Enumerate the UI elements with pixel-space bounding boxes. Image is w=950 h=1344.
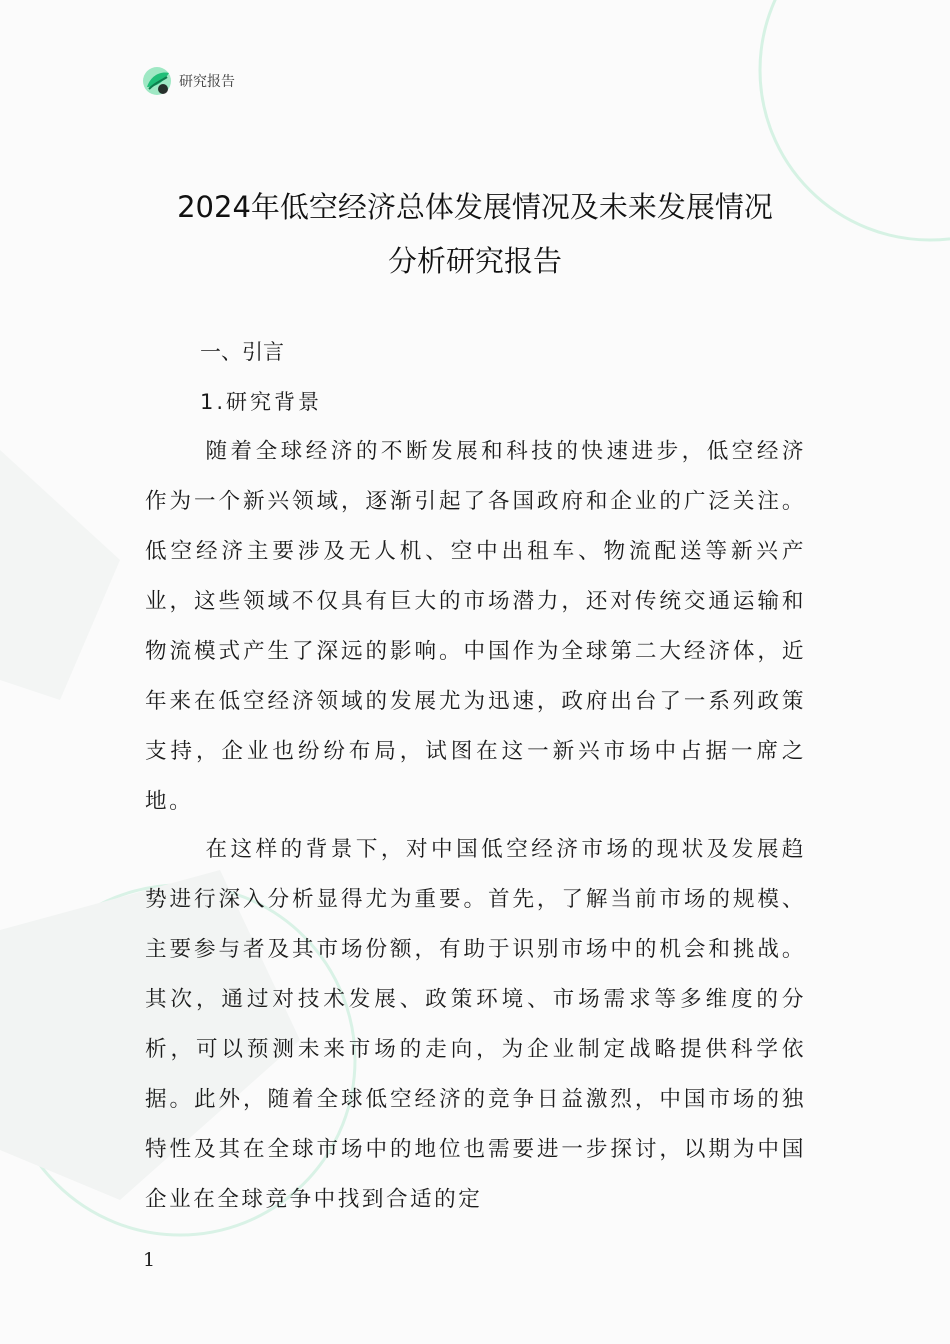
paragraph-1: 随着全球经济的不断发展和科技的快速进步，低空经济作为一个新兴领域，逐渐引起了各国政府和企业的广泛关注。低空经济主要涉及无人机、空中出租车、物流配送等新兴产业，这些领域不仅具有巨大的市场潜力，还对传统交通运输和物流模式产生了深远的影响。中国作为全球第二大经济体，近年来在低空经济领域的发展尤为迅速，政府出台了一系列政策支持，企业也纷纷布局，试图在这一新兴市场中占据一席之地。 <box>145 439 806 814</box>
document-title <box>140 180 810 288</box>
section-heading: 一、引言 <box>200 340 284 364</box>
subsection-heading: 1.研究背景 <box>200 390 323 414</box>
title-line-2: 分析研究报告 <box>387 244 562 278</box>
brand-text: 研究报告 <box>179 74 235 90</box>
header-brand <box>141 64 235 98</box>
title-line-1: 2024年低空经济总体发展情况及未来发展情况 <box>177 190 773 224</box>
paragraph-2: 在这样的背景下，对中国低空经济市场的现状及发展趋势进行深入分析显得尤为重要。首先，了解当前市场的规模、主要参与者及其市场份额，有助于识别市场中的机会和挑战。其次，通过对技术发展、政策环境、市场需求等多维度的分析，可以预测未来市场的走向，为企业制定战略提供科学依据。此外，随着全球低空经济的竞争日益激烈，中国市场的独特性及其在全球市场中的地位也需要进一步探讨，以期为中国企业在全球竞争中找到合适的定 <box>145 837 806 1212</box>
leaf-logo-icon <box>141 65 173 97</box>
page-number: 1 <box>143 1249 156 1271</box>
